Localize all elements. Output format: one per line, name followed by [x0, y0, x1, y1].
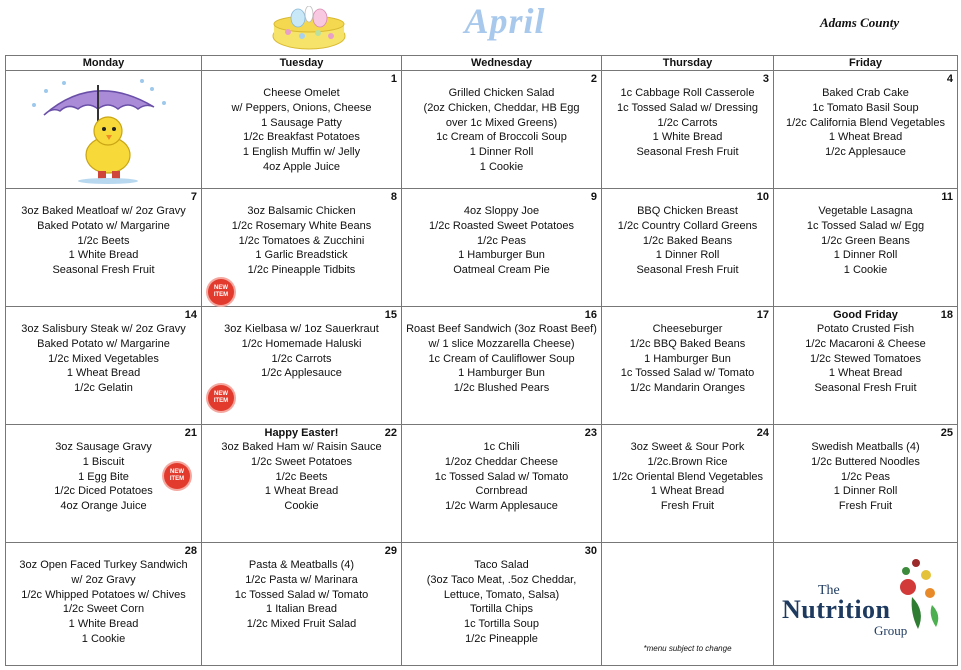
menu-item: 1/2c Green Beans: [821, 234, 910, 247]
menu-item: 1/2c Country Collard Greens: [617, 219, 758, 232]
menu-item: Potato Crusted Fish: [816, 323, 915, 335]
menu-item: Baked Potato w/ Margarine: [37, 219, 170, 232]
county-name: Adams County: [820, 15, 900, 30]
day-number: 15: [384, 309, 397, 321]
menu-item: 1/2c Applesauce: [825, 146, 906, 159]
menu-item: 1 Garlic Breadstick: [255, 249, 348, 262]
menu-item: Cornbread: [475, 485, 528, 498]
menu-item: 1/2c Warm Applesauce: [445, 500, 558, 513]
week-row: [6, 71, 958, 189]
day-number: 8: [390, 191, 397, 203]
month-title: April: [464, 1, 546, 41]
menu-items: [602, 543, 773, 558]
menu-item: 1 Dinner Roll: [833, 249, 898, 262]
menu-item: 1 Wheat Bread: [828, 131, 903, 144]
menu-item: Baked Crab Cake: [822, 87, 909, 99]
day-number: 4: [946, 73, 953, 85]
menu-items: [774, 189, 957, 278]
menu-item: 1 Hamburger Bun: [644, 352, 731, 365]
menu-item: 1 Cookie: [479, 160, 524, 173]
day-cell-tuesday: [202, 543, 402, 666]
menu-item: 1/2c Beets: [77, 234, 130, 247]
menu-item: 1 Cookie: [81, 632, 126, 645]
day-number: 9: [590, 191, 597, 203]
menu-item: 3oz Baked Ham w/ Raisin Sauce: [221, 441, 382, 453]
day-cell-tuesday: [202, 425, 402, 543]
day-cell-thursday: [602, 71, 774, 189]
day-cell-thursday: [602, 425, 774, 543]
menu-item: 1/2c Baked Beans: [642, 234, 733, 247]
menu-item: 1/2c Gelatin: [74, 382, 133, 395]
menu-item: BBQ Chicken Breast: [637, 205, 738, 217]
menu-items: [602, 71, 773, 160]
menu-item: 1/2c Diced Potatoes: [54, 485, 153, 498]
menu-item: 3oz Baked Meatloaf w/ 2oz Gravy: [21, 205, 186, 217]
menu-item: Lettuce, Tomato, Salsa): [443, 588, 560, 601]
menu-item: Seasonal Fresh Fruit: [814, 382, 917, 395]
menu-item: 1c Tossed Salad w/ Dressing: [616, 101, 759, 114]
new-item-badge-icon: [164, 463, 190, 489]
day-cell-monday: [6, 543, 202, 666]
menu-item: Taco Salad: [474, 559, 529, 571]
day-number: 21: [184, 427, 197, 439]
menu-item: 1 Sausage Patty: [261, 116, 342, 129]
menu-item: 1/2c Peas: [841, 470, 890, 483]
day-cell-monday: [6, 425, 202, 543]
menu-item: 3oz Kielbasa w/ 1oz Sauerkraut: [224, 323, 379, 335]
badge-text-item: ITEM: [213, 292, 229, 298]
menu-item: Cheese Omelet: [263, 87, 340, 99]
menu-item: 1 White Bread: [68, 249, 139, 262]
menu-item: 3oz Sweet & Sour Pork: [630, 441, 745, 453]
menu-item: 1/2oz Cheddar Cheese: [444, 455, 559, 468]
day-cell-friday: [774, 71, 958, 189]
duck-umbrella-icon: [24, 77, 179, 185]
menu-item: 1/2c Rosemary White Beans: [231, 219, 372, 232]
day-number: 24: [756, 427, 769, 439]
menu-item: Cheeseburger: [652, 323, 723, 335]
day-cell-tuesday: [202, 189, 402, 307]
day-number: 11: [941, 191, 953, 203]
menu-item: 1 Dinner Roll: [655, 249, 720, 262]
menu-item: 1/2c Whipped Potatoes w/ Chives: [21, 588, 186, 601]
menu-item: 1c Chili: [483, 441, 520, 453]
menu-items: [6, 189, 201, 278]
menu-item: 1c Tossed Salad w/ Tomato: [620, 367, 755, 380]
menu-items: [602, 189, 773, 278]
menu-item: 1 Biscuit: [82, 455, 125, 468]
day-cell-wednesday: [402, 71, 602, 189]
menu-item: 1 Hamburger Bun: [458, 249, 545, 262]
day-number: 2: [590, 73, 597, 85]
menu-item: w/ 2oz Gravy: [71, 573, 136, 586]
day-cell-monday: [6, 71, 202, 189]
menu-item: Fresh Fruit: [838, 500, 893, 513]
day-number: 17: [756, 309, 769, 321]
menu-item: 1/2c Breakfast Potatoes: [243, 131, 360, 144]
menu-items: [6, 307, 201, 396]
menu-items: [402, 307, 601, 396]
menu-items: [602, 307, 773, 396]
menu-item: 1 Wheat Bread: [650, 485, 725, 498]
menu-item: 1/2c Tomatoes & Zucchini: [238, 234, 365, 247]
day-cell-wednesday: [402, 307, 602, 425]
menu-item: w/ Peppers, Onions, Cheese: [231, 101, 372, 114]
menu-item: 4oz Sloppy Joe: [463, 205, 540, 217]
menu-item: over 1c Mixed Greens): [445, 116, 558, 129]
menu-item: 1/2c Homemade Haluski: [241, 337, 362, 350]
menu-item: 3oz Balsamic Chicken: [247, 205, 356, 217]
menu-note: *menu subject to change: [643, 644, 732, 653]
menu-items: [774, 71, 957, 160]
day-cell-tuesday: [202, 71, 402, 189]
menu-item: 1/2c Mixed Vegetables: [48, 352, 159, 365]
easter-basket-icon: [268, 6, 350, 50]
week-row: [6, 543, 958, 666]
logo-text-the: The: [818, 583, 840, 598]
menu-items: [202, 307, 401, 381]
menu-item: 1/2c Oriental Blend Vegetables: [611, 470, 764, 483]
new-item-badge-icon: [208, 385, 234, 411]
menu-item: Grilled Chicken Salad: [448, 87, 555, 99]
menu-item: 1 Wheat Bread: [828, 367, 903, 380]
menu-items: [774, 425, 957, 514]
weekday-wednesday: Wednesday: [402, 56, 602, 71]
menu-item: Vegetable Lasagna: [818, 205, 913, 217]
weekday-friday: Friday: [774, 56, 958, 71]
menu-item: 1/2c BBQ Baked Beans: [629, 337, 746, 350]
day-cell-friday: [774, 425, 958, 543]
menu-item: Tortilla Chips: [470, 603, 533, 616]
menu-item: 1 Hamburger Bun: [458, 367, 545, 380]
menu-item: 1/2c Sweet Potatoes: [251, 455, 352, 468]
menu-item: 1/2c Pineapple Tidbits: [247, 264, 356, 277]
day-cell-wednesday: [402, 189, 602, 307]
day-number: 25: [940, 427, 953, 439]
day-number: 28: [184, 545, 197, 557]
menu-item: 1 White Bread: [652, 131, 723, 144]
menu-item: Seasonal Fresh Fruit: [52, 264, 155, 277]
menu-item: 1/2c Blushed Pears: [453, 382, 550, 395]
menu-item: 1/2c Carrots: [657, 116, 718, 129]
menu-item: 1/2c Pineapple: [465, 632, 538, 645]
day-number: 18: [940, 309, 953, 321]
day-number: 16: [584, 309, 597, 321]
day-number: 23: [584, 427, 597, 439]
menu-item: Roast Beef Sandwich (3oz Roast Beef): [406, 323, 597, 335]
badge-text-item: ITEM: [213, 398, 229, 404]
holiday-label: Happy Easter!: [264, 427, 339, 439]
menu-item: Fresh Fruit: [660, 500, 715, 513]
menu-item: 1c Tossed Salad w/ Tomato: [234, 588, 369, 601]
weekday-tuesday: Tuesday: [202, 56, 402, 71]
badge-text-item: ITEM: [169, 476, 185, 482]
day-cell-wednesday: [402, 425, 602, 543]
menu-item: Baked Potato w/ Margarine: [37, 337, 170, 350]
menu-item: 1/2c Peas: [477, 234, 526, 247]
badge-text-new: NEW: [214, 391, 228, 397]
menu-item: Seasonal Fresh Fruit: [636, 146, 739, 159]
menu-item: 1c Tossed Salad w/ Egg: [806, 219, 925, 232]
day-cell-wednesday: [402, 543, 602, 666]
menu-item: 4oz Orange Juice: [60, 500, 147, 513]
new-item-badge-icon: [208, 279, 234, 305]
menu-item: Seasonal Fresh Fruit: [636, 264, 739, 277]
day-cell-friday: [774, 307, 958, 425]
menu-items: [402, 189, 601, 278]
day-cell-tuesday: [202, 307, 402, 425]
menu-item: 1/2c Buttered Noodles: [811, 455, 920, 468]
menu-item: Pasta & Meatballs (4): [248, 559, 355, 571]
day-cell-thursday: [602, 543, 774, 666]
nutrition-group-logo-icon: [774, 547, 949, 655]
menu-item: 1/2c Carrots: [271, 352, 332, 365]
menu-items: [6, 543, 201, 647]
menu-item: 1 White Bread: [68, 618, 139, 631]
menu-items: [402, 71, 601, 175]
menu-item: Swedish Meatballs (4): [811, 441, 920, 453]
day-number: 22: [384, 427, 397, 439]
day-number: 29: [384, 545, 397, 557]
menu-item: 3oz Salisbury Steak w/ 2oz Gravy: [21, 323, 186, 335]
menu-item: 1 Egg Bite: [78, 470, 129, 483]
badge-text-new: NEW: [170, 469, 184, 475]
menu-item: 3oz Open Faced Turkey Sandwich: [19, 559, 188, 571]
menu-item: Cookie: [284, 500, 319, 513]
menu-item: w/ 1 slice Mozzarella Cheese): [428, 337, 575, 350]
day-cell-thursday: [602, 307, 774, 425]
weekday-header-row: [6, 56, 958, 71]
menu-item: 1 Cookie: [843, 264, 888, 277]
day-cell-friday: [774, 189, 958, 307]
menu-item: 1/2c Roasted Sweet Potatoes: [429, 219, 574, 232]
menu-items: [402, 543, 601, 647]
menu-items: [202, 189, 401, 278]
calendar-header: [0, 0, 961, 52]
menu-item: 1/2c.Brown Rice: [647, 455, 728, 468]
week-row: [6, 189, 958, 307]
menu-item: 1/2c Mixed Fruit Salad: [246, 618, 357, 631]
day-cell-monday: [6, 307, 202, 425]
weekday-thursday: Thursday: [602, 56, 774, 71]
day-cell-monday: [6, 189, 202, 307]
day-number: 14: [184, 309, 197, 321]
menu-item: 1/2c Sweet Corn: [62, 603, 145, 616]
menu-items: [202, 71, 401, 175]
menu-item: 1 Wheat Bread: [264, 485, 339, 498]
week-row: [6, 307, 958, 425]
menu-items: [202, 543, 401, 632]
menu-item: 1/2c Pasta w/ Marinara: [245, 573, 358, 586]
menu-item: 1/2c California Blend Vegetables: [786, 116, 945, 129]
menu-item: 4oz Apple Juice: [262, 160, 341, 173]
holiday-label: Good Friday: [833, 309, 898, 321]
menu-item: 1c Tortilla Soup: [463, 618, 539, 631]
menu-item: (2oz Chicken, Cheddar, HB Egg: [423, 101, 580, 114]
badge-text-new: NEW: [214, 285, 228, 291]
menu-item: 1 English Muffin w/ Jelly: [242, 146, 361, 159]
menu-item: (3oz Taco Meat, .5oz Cheddar,: [426, 573, 577, 586]
menu-item: 1c Cream of Broccoli Soup: [436, 131, 567, 144]
weekday-monday: Monday: [6, 56, 202, 71]
menu-items: [602, 425, 773, 514]
logo-text-nutrition: Nutrition: [782, 595, 891, 624]
week-row: [6, 425, 958, 543]
day-number: 1: [390, 73, 397, 85]
menu-items: [402, 425, 601, 514]
logo-text-group: Group: [874, 623, 908, 638]
menu-calendar: [5, 55, 958, 666]
day-number: 10: [756, 191, 769, 203]
menu-item: 3oz Sausage Gravy: [55, 441, 152, 453]
menu-item: 1/2c Macaroni & Cheese: [805, 337, 926, 350]
menu-item: 1/2c Mandarin Oranges: [630, 382, 745, 395]
menu-item: 1 Wheat Bread: [66, 367, 141, 380]
menu-item: 1 Italian Bread: [266, 603, 337, 616]
day-number: 7: [190, 191, 197, 203]
day-number: 3: [762, 73, 769, 85]
day-cell-friday: [774, 543, 958, 666]
day-number: 30: [584, 545, 597, 557]
menu-item: 1/2c Applesauce: [261, 367, 342, 380]
menu-item: 1c Cabbage Roll Casserole: [620, 87, 755, 99]
menu-item: 1 Dinner Roll: [833, 485, 898, 498]
menu-item: 1/2c Beets: [275, 470, 328, 483]
menu-item: 1 Dinner Roll: [469, 146, 534, 159]
menu-item: 1c Cream of Cauliflower Soup: [428, 352, 575, 365]
day-cell-thursday: [602, 189, 774, 307]
menu-item: 1c Tomato Basil Soup: [812, 101, 919, 114]
menu-item: Oatmeal Cream Pie: [453, 264, 550, 277]
menu-item: 1c Tossed Salad w/ Tomato: [434, 470, 569, 483]
menu-item: 1/2c Stewed Tomatoes: [809, 352, 922, 365]
